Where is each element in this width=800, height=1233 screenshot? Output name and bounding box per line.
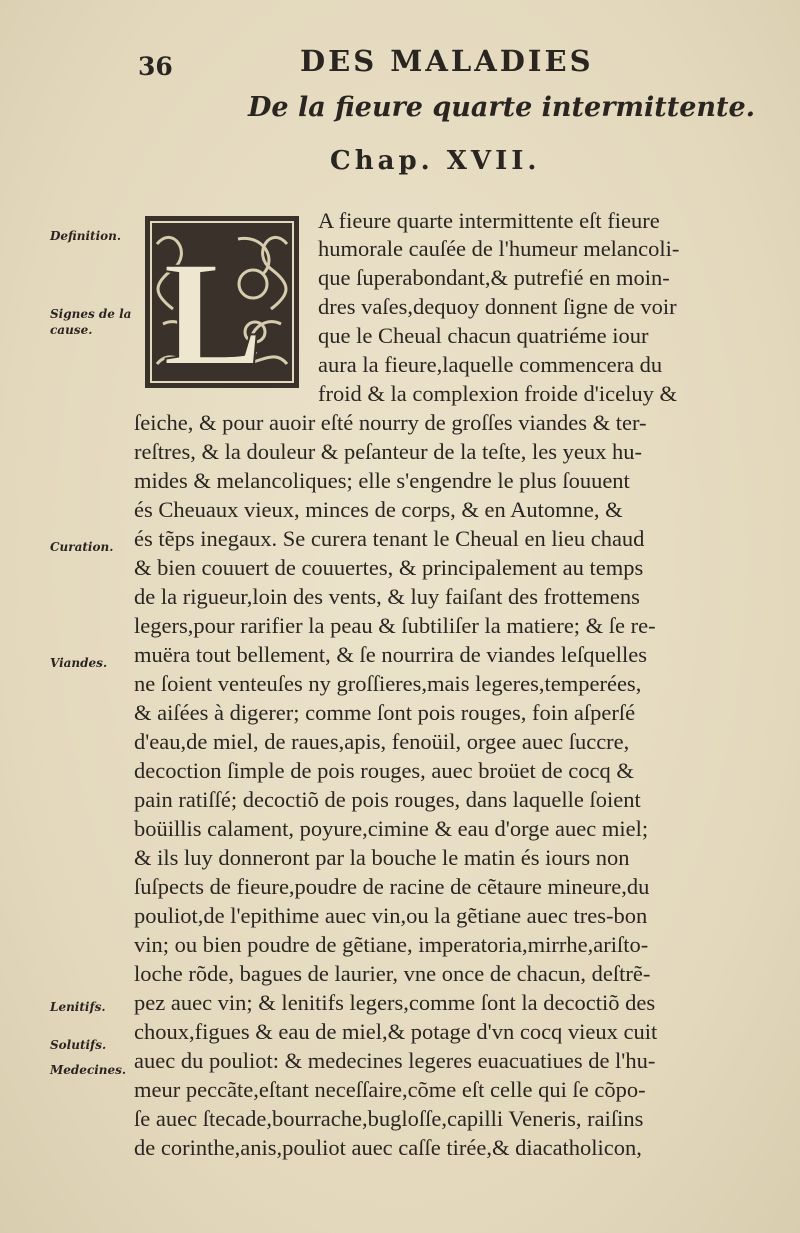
text-line: pez auec vin; & lenitifs legers,comme ſont la decoctiõ des	[134, 990, 656, 1015]
margin-note-viandes: Viandes.	[50, 656, 108, 670]
text-line: auec du pouliot: & medecines legeres euacuatiues de l'hu-	[134, 1048, 656, 1073]
text-line: muëra tout bellement, & ſe nourrira de viandes leſquelles	[134, 642, 647, 667]
text-line: decoction ſimple de pois rouges, auec broüet de cocq &	[134, 758, 634, 783]
text-line: d'eau,de miel, de raues,apis, fenoüil, orgee auec ſuccre,	[134, 729, 630, 754]
ornamental-drop-cap	[143, 214, 301, 390]
text-line: & ils luy donneront par la bouche le matin és iours non	[134, 845, 630, 870]
text-line: de la rigueur,loin des vents, & luy faiſant des frottemens	[134, 584, 640, 609]
margin-note-lenitifs: Lenitifs.	[50, 1000, 106, 1014]
text-line: ſe auec ſtecade,bourrache,bugloſſe,capilli Veneris, raiſins	[134, 1106, 644, 1131]
text-line: ſuſpects de fieure,poudre de racine de cẽtaure mineure,du	[134, 874, 650, 899]
margin-note-definition: Definition.	[50, 229, 122, 243]
text-line: que ſuperabondant,& putrefié en moin-	[318, 265, 670, 290]
text-line: pain ratiſſé; decoctiõ de pois rouges, dans laquelle ſoient	[134, 787, 641, 812]
text-line: loche rõde, bagues de laurier, vne once de chacun, deſtrẽ-	[134, 961, 651, 986]
text-line: A fieure quarte intermittente eſt fieure	[318, 208, 660, 233]
text-line: mides & melancoliques; elle s'engendre le plus ſouuent	[134, 468, 630, 493]
text-line: reſtres, & la douleur & peſanteur de la teſte, les yeux hu-	[134, 439, 642, 464]
chapter-title: De la fieure quarte intermittente.	[248, 92, 756, 123]
text-line: boüillis calament, poyure,cimine & eau d'orge auec miel;	[134, 816, 649, 841]
chapter-label: Chap. XVII.	[330, 146, 541, 176]
page-number: 36	[138, 52, 173, 81]
margin-note-signes: Signes de la	[50, 307, 132, 321]
text-line: és tẽps inegaux. Se curera tenant le Cheual en lieu chaud	[134, 526, 645, 551]
text-line: meur peccãte,eſtant neceſſaire,cõme eſt celle qui ſe cõpo-	[134, 1077, 646, 1102]
running-head: DES MALADIES	[300, 44, 594, 78]
text-line: vin; ou bien poudre de gẽtiane, imperatoria,mirrhe,ariſto-	[134, 932, 649, 957]
text-line: ſeiche, & pour auoir eſté nourry de groſſes viandes & ter-	[134, 410, 647, 435]
margin-note-solutifs: Solutifs.	[50, 1038, 107, 1052]
text-line: dres vaſes,dequoy donnent ſigne de voir	[318, 294, 677, 319]
text-line: és Cheuaux vieux, minces de corps, & en Automne, &	[134, 497, 623, 522]
text-line: ne ſoient venteuſes ny groſſieres,mais legeres,temperées,	[134, 671, 642, 696]
margin-note-medecines: Medecines.	[50, 1063, 127, 1077]
drop-cap-letter: L	[162, 231, 264, 390]
text-line: choux,figues & eau de miel,& potage d'vn cocq vieux cuit	[134, 1019, 658, 1044]
margin-note-cause: cause.	[50, 323, 93, 337]
text-line: de corinthe,anis,pouliot auec caſſe tirée,& diacatholicon,	[134, 1135, 642, 1160]
text-line: legers,pour rarifier la peau & ſubtiliſer la matiere; & ſe re-	[134, 613, 656, 638]
text-line: humorale cauſée de l'humeur melancoli-	[318, 236, 680, 261]
text-line: & aiſées à digerer; comme ſont pois rouges, foin aſperſé	[134, 700, 636, 725]
text-line: & bien couuert de couuertes, & principalement au temps	[134, 555, 644, 580]
text-line: que le Cheual chacun quatriéme iour	[318, 323, 649, 348]
text-line: froid & la complexion froide d'iceluy &	[318, 381, 677, 406]
text-line: pouliot,de l'epithime auec vin,ou la gẽtiane auec tres-bon	[134, 903, 648, 928]
text-line: aura la fieure,laquelle commencera du	[318, 352, 663, 377]
margin-note-curation: Curation.	[50, 540, 114, 554]
